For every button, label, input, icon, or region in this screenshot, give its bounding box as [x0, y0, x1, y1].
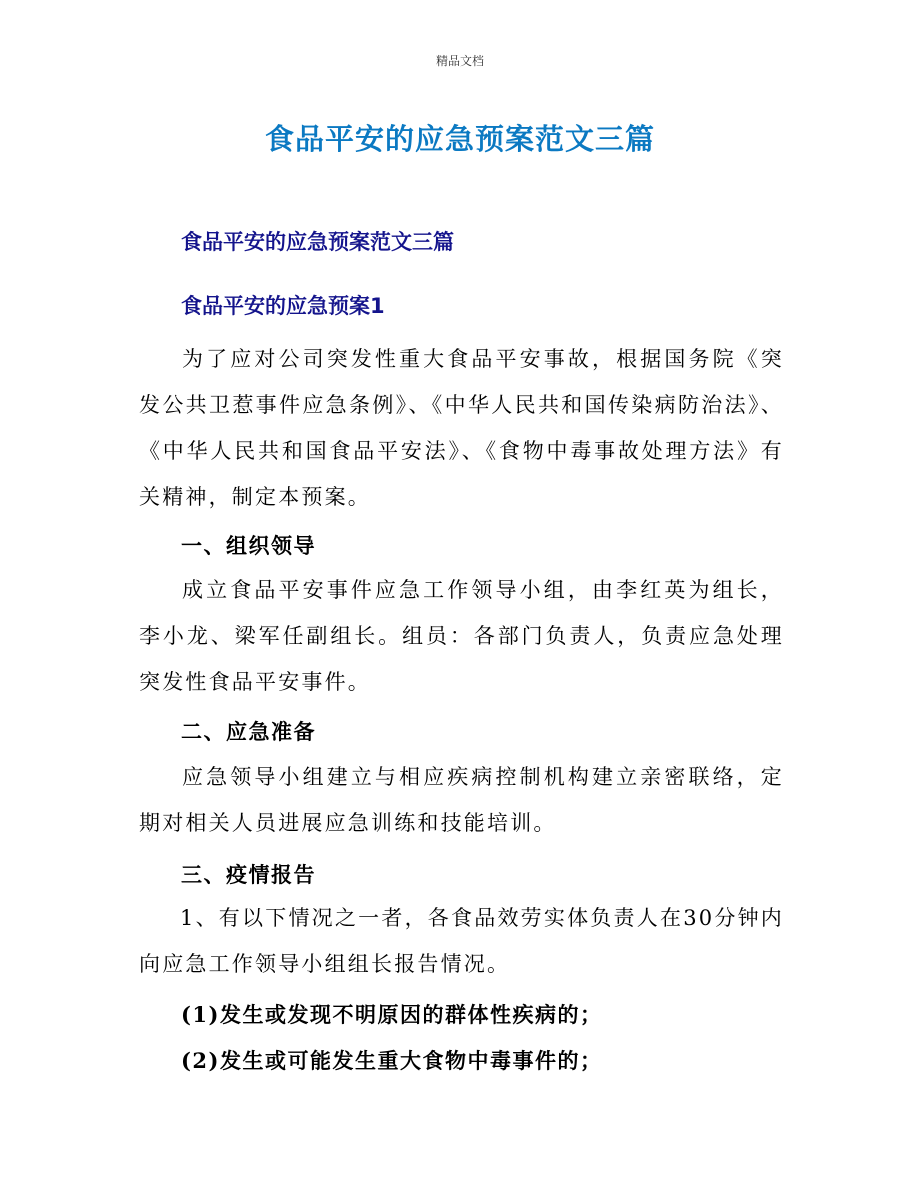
- section-heading-organization: 一、组织领导: [181, 534, 316, 558]
- list-item: (2)发生或可能发生重大食物中毒事件的；: [181, 1048, 603, 1073]
- section-heading-reporting: 三、疫情报告: [181, 863, 316, 887]
- section-heading-preparation: 二、应急准备: [181, 720, 316, 744]
- plan-title: 食品平安的应急预案1: [181, 294, 385, 318]
- document-subtitle: 食品平安的应急预案范文三篇: [181, 230, 454, 254]
- header-label: 精品文档: [435, 54, 484, 68]
- list-item: (1)发生或发现不明原因的群体性疾病的；: [181, 1002, 603, 1027]
- intro-paragraph: 为了应对公司突发性重大食品平安事故，根据国务院《突发公共卫惹事件应急条例》、《中华人民共和国传染病防治法》、《中华人民共和国食品平安法》、《食物中毒事故处理方法》有关精神，制定本预案。: [139, 347, 784, 509]
- section-body-reporting: 1、有以下情况之一者，各食品效劳实体负责人在30分钟内向应急工作领导小组组长报告情况。: [139, 906, 784, 976]
- section-body-organization: 成立食品平安事件应急工作领导小组，由李红英为组长，李小龙、梁军任副组长。组员：各部门负责人，负责应急处理突发性食品平安事件。: [139, 578, 784, 694]
- section-body-preparation: 应急领导小组建立与相应疾病控制机构建立亲密联络，定期对相关人员进展应急训练和技能培训。: [139, 765, 784, 835]
- document-title: 食品平安的应急预案范文三篇: [264, 122, 655, 156]
